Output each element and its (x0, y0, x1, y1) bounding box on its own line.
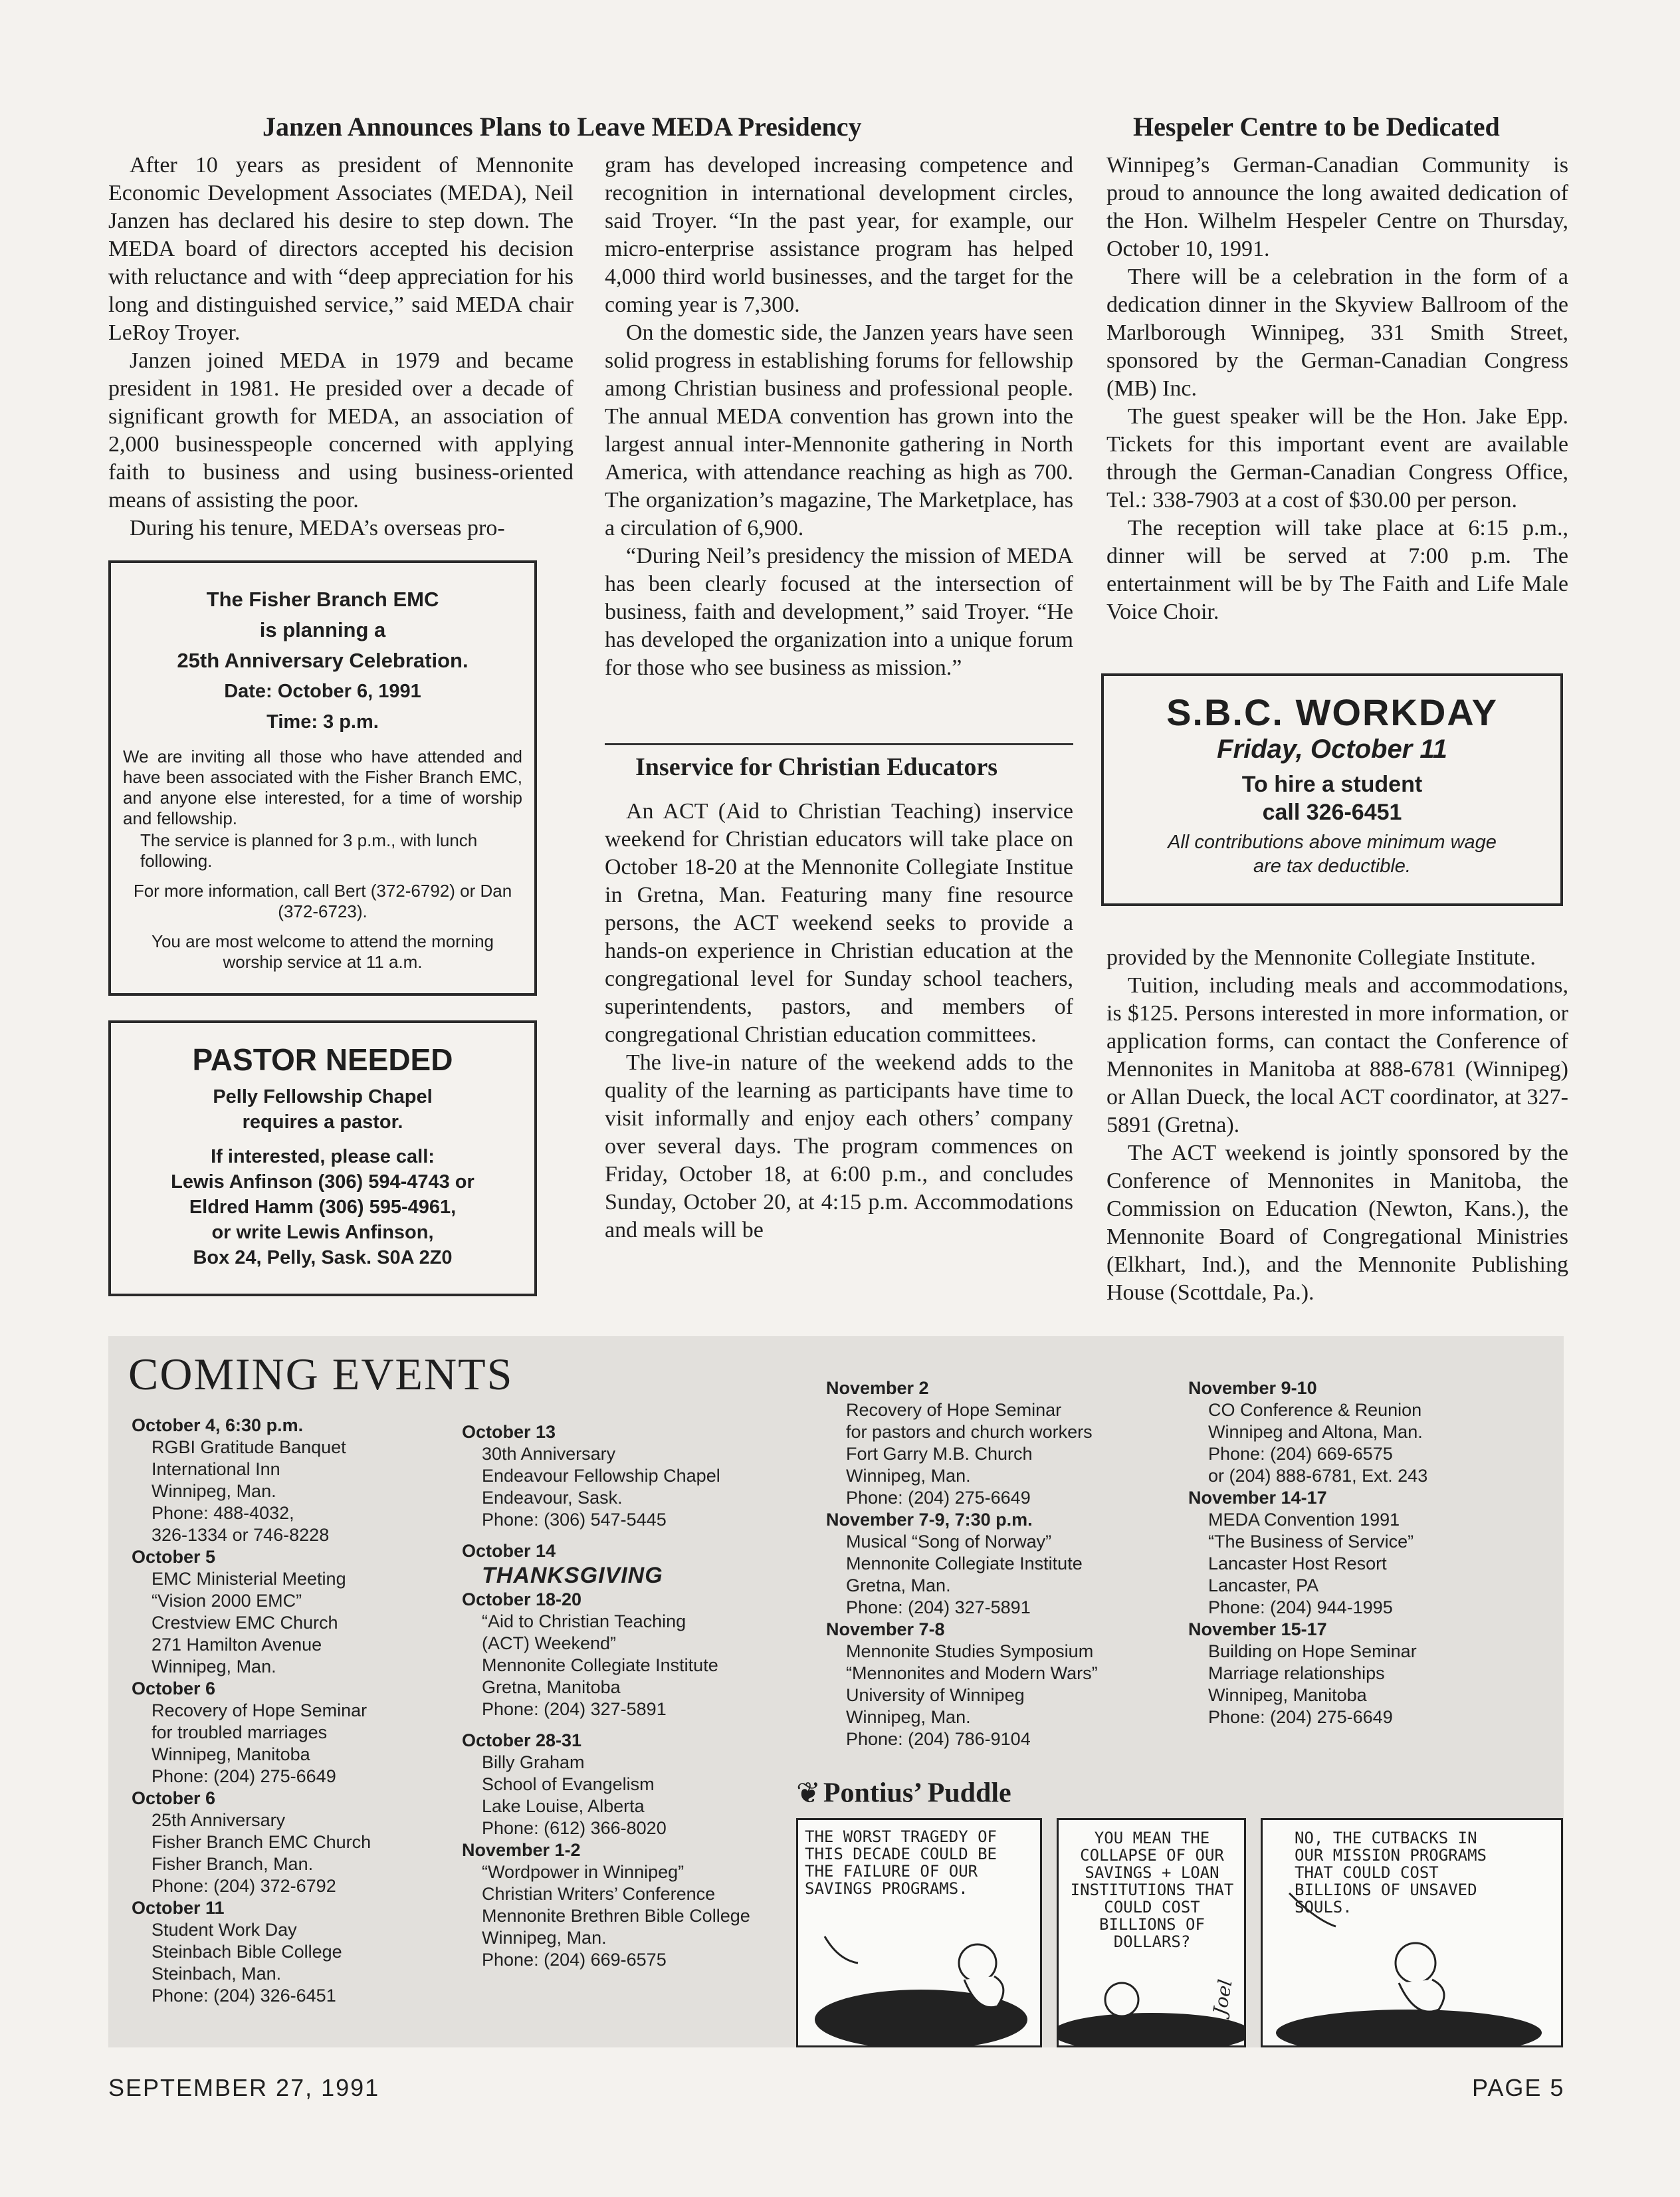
event-item (1188, 1487, 1547, 1619)
event-line: Christian Writers’ Conference (482, 1884, 716, 1904)
event-line: Mennonite Collegiate Institute (846, 1554, 1083, 1573)
event-line: 271 Hamilton Avenue (152, 1635, 322, 1655)
event-line: Phone: (204) 669-6575 (1208, 1444, 1393, 1464)
ad-note: are tax deductible. (1253, 856, 1411, 877)
event-date: October 6 (132, 1678, 216, 1698)
event-line: Phone: (204) 275-6649 (846, 1488, 1031, 1508)
event-date: October 4, 6:30 p.m. (132, 1415, 304, 1435)
comic-scene-3 (1263, 1820, 1563, 2047)
footer-date: SEPTEMBER 27, 1991 (108, 2074, 380, 2101)
event-item (826, 1509, 1178, 1619)
thanksgiving-label: THANKSGIVING (482, 1563, 663, 1588)
ad-line: To hire a student (1241, 772, 1423, 797)
comic-caption: YOU MEAN THE COLLAPSE OF OUR SAVINGS + LOAN INSTITUTIONS THAT COULD COST BILLIONS OF DOLLARS? (1070, 1829, 1234, 1951)
ad-line: Eldred Hamm (306) 595-4961, (189, 1197, 457, 1218)
event-item (826, 1619, 1178, 1750)
ad-title: S.B.C. WORKDAY (1166, 691, 1498, 733)
article-janzen-col1 (108, 152, 574, 542)
event-line: Endeavour, Sask. (482, 1488, 623, 1508)
event-line: Winnipeg, Man. (152, 1481, 276, 1501)
event-line: Fort Garry M.B. Church (846, 1444, 1033, 1464)
ad-note: All contributions above minimum wage (1168, 832, 1497, 853)
paragraph: On the domestic side, the Janzen years have seen solid progress in establishing forums for fellowship among Christian business and professional people. The annual MEDA convention has grown into the largest annual inter-Mennonite gathering in North America, with attendance reaching as high as 700. The organization’s magazine, The Marketplace, has a circulation of 6,900. (605, 320, 1073, 540)
event-line: School of Evangelism (482, 1774, 655, 1794)
event-line: Endeavour Fellowship Chapel (482, 1466, 720, 1486)
event-item (462, 1839, 807, 1971)
comic-scene-1 (798, 1820, 1042, 2047)
event-line: Musical “Song of Norway” (846, 1532, 1052, 1552)
coming-events-title: COMING EVENTS (128, 1349, 514, 1399)
event-date: October 28-31 (462, 1730, 582, 1750)
event-line: Phone: 488-4032, (152, 1503, 294, 1523)
event-line: Phone: (204) 944-1995 (1208, 1597, 1393, 1617)
event-line: Phone: (204) 372-6792 (152, 1876, 336, 1896)
event-line: University of Winnipeg (846, 1685, 1025, 1705)
ad-body: For more information, call Bert (372-6792) or Dan (372-6723). (133, 881, 512, 921)
ad-line: 25th Anniversary Celebration. (177, 649, 469, 672)
events-col3 (826, 1377, 1178, 1750)
comic-title (796, 1776, 1011, 1810)
event-line: Winnipeg and Altona, Man. (1208, 1422, 1423, 1442)
event-line: Steinbach Bible College (152, 1942, 342, 1962)
event-item (826, 1377, 1178, 1509)
event-date: October 5 (132, 1547, 216, 1567)
paragraph: The guest speaker will be the Hon. Jake Epp. Tickets for this important event are available through the German-Canadian Congress Office, Tel.: 338-7903 at a cost of $30.00 per person. (1106, 404, 1568, 513)
paragraph: gram has developed increasing competence and recognition in international development circles, said Troyer. “In the past year, for example, our micro-enterprise assistance program has helped 4,000 third world businesses, and the target for the coming year is 7,300. (605, 153, 1073, 317)
event-line: Gretna, Man. (846, 1575, 951, 1595)
ad-title: PASTOR NEEDED (192, 1042, 453, 1077)
ad-body: We are inviting all those who have attended and have been associated with the Fisher Branch EMC, and anyone else interested, for a time of worship and fellowship. (123, 747, 522, 828)
event-line: Winnipeg, Man. (482, 1928, 607, 1948)
event-date: November 7-9, 7:30 p.m. (826, 1510, 1033, 1530)
event-line: “The Business of Service” (1208, 1532, 1414, 1552)
ad-line: Pelly Fellowship Chapel (213, 1086, 433, 1107)
events-col1 (132, 1415, 444, 2007)
event-line: Lancaster Host Resort (1208, 1554, 1387, 1573)
paragraph: After 10 years as president of Mennonite Economic Development Associates (MEDA), Neil Janzen has declared his desire to step down. The MEDA board of directors accepted his decision with reluctance and with “deep appreciation for his long and distinguished service,” said MEDA chair LeRoy Troyer. (108, 153, 574, 345)
event-line: International Inn (152, 1459, 280, 1479)
column-divider (605, 743, 1073, 745)
event-line: Mennonite Collegiate Institute (482, 1655, 718, 1675)
event-line: Lake Louise, Alberta (482, 1796, 645, 1816)
comic-logo-icon: ❦ (796, 1777, 821, 1809)
ad-body: You are most welcome to attend the morning worship service at 11 a.m. (152, 931, 494, 972)
event-item (1188, 1619, 1547, 1728)
paragraph: provided by the Mennonite Collegiate Institute. (1106, 945, 1536, 970)
event-line: Phone: (204) 786-9104 (846, 1729, 1031, 1749)
paragraph: Winnipeg’s German-Canadian Community is proud to announce the long awaited dedication of the Hon. Wilhelm Hespeler Centre on Thursday, October 10, 1991. (1106, 153, 1568, 261)
event-date: October 11 (132, 1898, 225, 1918)
article-inservice-col3 (1106, 944, 1568, 1307)
ad-line: If interested, please call: (211, 1146, 435, 1167)
event-line: Phone: (204) 327-5891 (846, 1597, 1031, 1617)
event-item (462, 1730, 807, 1839)
event-line: EMC Ministerial Meeting (152, 1569, 346, 1589)
event-line: “Wordpower in Winnipeg” (482, 1862, 684, 1882)
events-col2 (462, 1421, 807, 1971)
event-line: Fisher Branch, Man. (152, 1854, 314, 1874)
event-line: “Vision 2000 EMC” (152, 1591, 302, 1611)
article-hespeler-body (1106, 152, 1568, 626)
event-line: Recovery of Hope Seminar (152, 1700, 368, 1720)
event-line: Building on Hope Seminar (1208, 1641, 1417, 1661)
event-line: Winnipeg, Man. (846, 1466, 971, 1486)
paragraph: During his tenure, MEDA’s overseas pro- (130, 516, 505, 540)
paragraph: The ACT weekend is jointly sponsored by the Conference of Mennonites in Manitoba, the Commission on Education (Newton, Kans.), the Mennonite Board of Congregational Ministries (Elkhart, Ind.), and the Mennonite Publishing House (Scottdale, Pa.). (1106, 1141, 1568, 1305)
sbc-workday-ad (1101, 673, 1563, 906)
ad-line: or write Lewis Anfinson, (211, 1222, 434, 1243)
event-line: Phone: (306) 547-5445 (482, 1510, 667, 1530)
footer-page-number: PAGE 5 (1472, 2074, 1565, 2101)
ad-time: Time: 3 p.m. (266, 711, 379, 733)
event-date: October 14 (462, 1541, 556, 1561)
event-item (132, 1678, 444, 1788)
comic-panel-2 (1057, 1818, 1246, 2047)
paragraph: Tuition, including meals and accommodations, is $125. Persons interested in more information, or application forms, can contact the Conference of Mennonites in Manitoba at 888-6781 (Winnipeg) or Allan Dueck, the local ACT coordinator, at 327-5891 (Gretna). (1106, 973, 1568, 1137)
event-line: Winnipeg, Man. (152, 1657, 276, 1677)
event-line: for troubled marriages (152, 1722, 328, 1742)
event-item (462, 1421, 807, 1531)
comic-panel-1 (796, 1818, 1042, 2047)
ad-line: call 326-6451 (1262, 800, 1402, 825)
event-line: 25th Anniversary (152, 1810, 286, 1830)
pastor-needed-ad (108, 1020, 537, 1296)
event-line: Mennonite Brethren Bible College (482, 1906, 750, 1926)
event-line: Marriage relationships (1208, 1663, 1385, 1683)
article-janzen-col2 (605, 152, 1073, 682)
paragraph: “During Neil’s presidency the mission of MEDA has been clearly focused at the intersection of business, faith and development,” said Troyer. “He has developed the organization into a unique forum for those who see business as mission.” (605, 544, 1073, 680)
event-line: Student Work Day (152, 1920, 297, 1940)
paragraph: The reception will take place at 6:15 p.m., dinner will be served at 7:00 p.m. The entertainment will be by The Faith and Life Male Voice Choir. (1106, 516, 1568, 624)
event-line: Winnipeg, Manitoba (152, 1744, 310, 1764)
event-line: Winnipeg, Manitoba (1208, 1685, 1367, 1705)
article-inservice-col2 (605, 798, 1073, 1244)
ad-line: requires a pastor. (242, 1111, 403, 1133)
comic-caption: NO, THE CUTBACKS IN OUR MISSION PROGRAMS THAT COULD COST BILLIONS OF UNSAVED SOULS. (1295, 1829, 1487, 1916)
paragraph: The live-in nature of the weekend adds to the quality of the learning as participants have time to visit informally and enjoy each others’ company over several days. The program commences on Friday, October 18, at 6:00 p.m., and concludes Sunday, October 20, at 4:15 p.m. Accommodations and meals will be (605, 1050, 1073, 1242)
event-line: “Mennonites and Modern Wars” (846, 1663, 1098, 1683)
event-line: Lancaster, PA (1208, 1575, 1319, 1595)
event-line: Phone: (204) 275-6649 (152, 1766, 336, 1786)
event-line: Gretna, Manitoba (482, 1677, 621, 1697)
event-date: October 13 (462, 1422, 556, 1442)
comic-signature: Joel (1208, 1978, 1237, 2017)
event-item (132, 1415, 444, 1546)
article-janzen-headline: Janzen Announces Plans to Leave MEDA Presidency (262, 112, 862, 142)
event-line: 326-1334 or 746-8228 (152, 1525, 330, 1545)
comic-title-text: Pontius’ Puddle (823, 1778, 1011, 1809)
event-date: October 6 (132, 1788, 216, 1808)
ad-subtitle: Friday, October 11 (1217, 735, 1447, 764)
event-date: November 9-10 (1188, 1378, 1317, 1398)
events-col4 (1188, 1377, 1547, 1728)
article-inservice-headline: Inservice for Christian Educators (635, 753, 998, 781)
event-item (462, 1589, 807, 1720)
event-date: October 18-20 (462, 1589, 582, 1609)
event-item (132, 1897, 444, 2007)
event-date: November 1-2 (462, 1840, 581, 1860)
fisher-branch-ad (108, 560, 537, 996)
event-line: Fisher Branch EMC Church (152, 1832, 371, 1852)
paragraph: An ACT (Aid to Christian Teaching) inservice weekend for Christian educators will take place on October 18-20 at the Mennonite Collegiate Institue in Gretna, Man. Featuring many fine resource persons, the ACT weekend seeks to provide a hands-on experience in Christian education at the congregational level for Sunday school teachers, superintendents, pastors, and members of congregational Christian education committees. (605, 799, 1073, 1047)
ad-line: Box 24, Pelly, Sask. S0A 2Z0 (193, 1247, 453, 1268)
event-date: November 7-8 (826, 1619, 945, 1639)
ad-line: The Fisher Branch EMC (206, 588, 439, 611)
event-line: Winnipeg, Man. (846, 1707, 971, 1727)
event-date: November 15-17 (1188, 1619, 1327, 1639)
ad-body: The service is planned for 3 p.m., with lunch following. (140, 830, 478, 871)
event-line: Phone: (204) 275-6649 (1208, 1707, 1393, 1727)
event-line: Crestview EMC Church (152, 1613, 338, 1633)
event-line: Mennonite Studies Symposium (846, 1641, 1094, 1661)
event-line: Phone: (204) 327-5891 (482, 1699, 667, 1719)
event-line: Phone: (204) 669-6575 (482, 1950, 667, 1970)
ad-date: Date: October 6, 1991 (224, 681, 421, 702)
event-line: Phone: (612) 366-8020 (482, 1818, 667, 1838)
paragraph: There will be a celebration in the form of a dedication dinner in the Skyview Ballroom of the Marlborough Winnipeg, 331 Smith Street, sponsored by the German-Canadian Congress (MB) Inc. (1106, 265, 1568, 401)
comic-caption: THE WORST TRAGEDY OF THIS DECADE COULD BE THE FAILURE OF OUR SAVINGS PROGRAMS. (805, 1827, 997, 1898)
event-date: November 2 (826, 1378, 929, 1398)
event-line: CO Conference & Reunion (1208, 1400, 1422, 1420)
event-line: Steinbach, Man. (152, 1964, 282, 1984)
event-line: (ACT) Weekend” (482, 1633, 617, 1653)
ad-line: Lewis Anfinson (306) 594-4743 or (171, 1171, 474, 1193)
event-line: for pastors and church workers (846, 1422, 1093, 1442)
event-line: Billy Graham (482, 1752, 585, 1772)
event-item (462, 1540, 807, 1589)
event-line: 30th Anniversary (482, 1444, 616, 1464)
ad-line: is planning a (259, 618, 386, 641)
event-line: Phone: (204) 326-6451 (152, 1986, 336, 2006)
event-item (132, 1788, 444, 1897)
event-item (132, 1546, 444, 1678)
event-line: MEDA Convention 1991 (1208, 1510, 1400, 1530)
event-item (1188, 1377, 1547, 1487)
event-date: November 14-17 (1188, 1488, 1327, 1508)
article-hespeler-headline: Hespeler Centre to be Dedicated (1133, 112, 1500, 142)
paragraph: Janzen joined MEDA in 1979 and became president in 1981. He presided over a decade of significant growth for MEDA, an association of 2,000 businesspeople concerned with applying faith to business and using business-oriented means of assisting the poor. (108, 348, 574, 513)
comic-panel-3 (1261, 1818, 1563, 2047)
event-line: or (204) 888-6781, Ext. 243 (1208, 1466, 1428, 1486)
event-line: “Aid to Christian Teaching (482, 1611, 686, 1631)
event-line: RGBI Gratitude Banquet (152, 1437, 346, 1457)
event-line: Recovery of Hope Seminar (846, 1400, 1062, 1420)
